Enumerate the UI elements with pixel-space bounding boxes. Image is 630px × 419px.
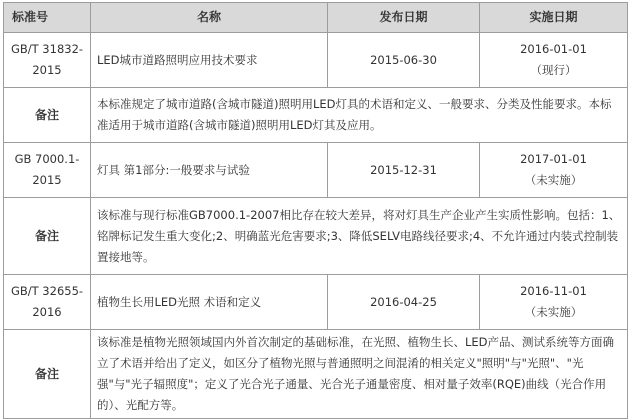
standard-name: LED城市道路照明应用技术要求 [91, 33, 328, 88]
implement-date-cell [480, 275, 628, 330]
implement-date: 2016-01-01 [520, 42, 587, 56]
publish-date: 2016-04-25 [328, 275, 480, 330]
header-code: 标准号 [4, 3, 91, 33]
status-badge: （现行） [530, 63, 577, 77]
standard-name: 植物生长用LED光照 术语和定义 [91, 275, 328, 330]
standard-code: GB 7000.1-2015 [4, 143, 91, 198]
note-text: 该标准是植物光照领域国内外首次制定的基础标准，在光照、植物生长、LED产品、测试系统等方面确立了术语并给出了定义，如区分了植物光照与普通照明之间混淆的相关定义"照明"与"光照"、"光强"与"光子辐照度"；定义了光合光子通量、光合光子通量密度、相对量子效率(RQE)曲线（光合作用的）、光配方等。 [91, 330, 628, 419]
note-row [4, 198, 628, 275]
table-row [4, 33, 628, 88]
table-row [4, 143, 628, 198]
header-name: 名称 [91, 3, 328, 33]
implement-date: 2017-01-01 [520, 152, 587, 166]
note-label: 备注 [4, 88, 91, 143]
header-publish-date: 发布日期 [328, 3, 480, 33]
note-label: 备注 [4, 198, 91, 275]
standard-code: GB/T 31832-2015 [4, 33, 91, 88]
status-badge: （未实施） [524, 173, 583, 187]
publish-date: 2015-06-30 [328, 33, 480, 88]
note-text: 该标准与现行标准GB7000.1-2007相比存在较大差异，将对灯具生产企业产生实质性影响。包括：1、铭牌标记发生重大变化;2、明确蓝光危害要求;3、降低SELV电路线径要求;4、不允许通过内装式控制装置接地等。 [91, 198, 628, 275]
standards-table [3, 2, 628, 419]
implement-date: 2016-11-01 [520, 284, 587, 298]
note-row [4, 330, 628, 419]
header-row [4, 3, 628, 33]
header-implement-date: 实施日期 [480, 3, 628, 33]
standard-code: GB/T 32655-2016 [4, 275, 91, 330]
standard-name: 灯具 第1部分:一般要求与试验 [91, 143, 328, 198]
note-text: 本标准规定了城市道路(含城市隧道)照明用LED灯具的术语和定义、一般要求、分类及性能要求。本标准适用于城市道路(含城市隧道)照明用LED灯其及应用。 [91, 88, 628, 143]
status-badge: （未实施） [524, 305, 583, 319]
note-row [4, 88, 628, 143]
implement-date-cell [480, 33, 628, 88]
table-row [4, 275, 628, 330]
publish-date: 2015-12-31 [328, 143, 480, 198]
note-label: 备注 [4, 330, 91, 419]
implement-date-cell [480, 143, 628, 198]
